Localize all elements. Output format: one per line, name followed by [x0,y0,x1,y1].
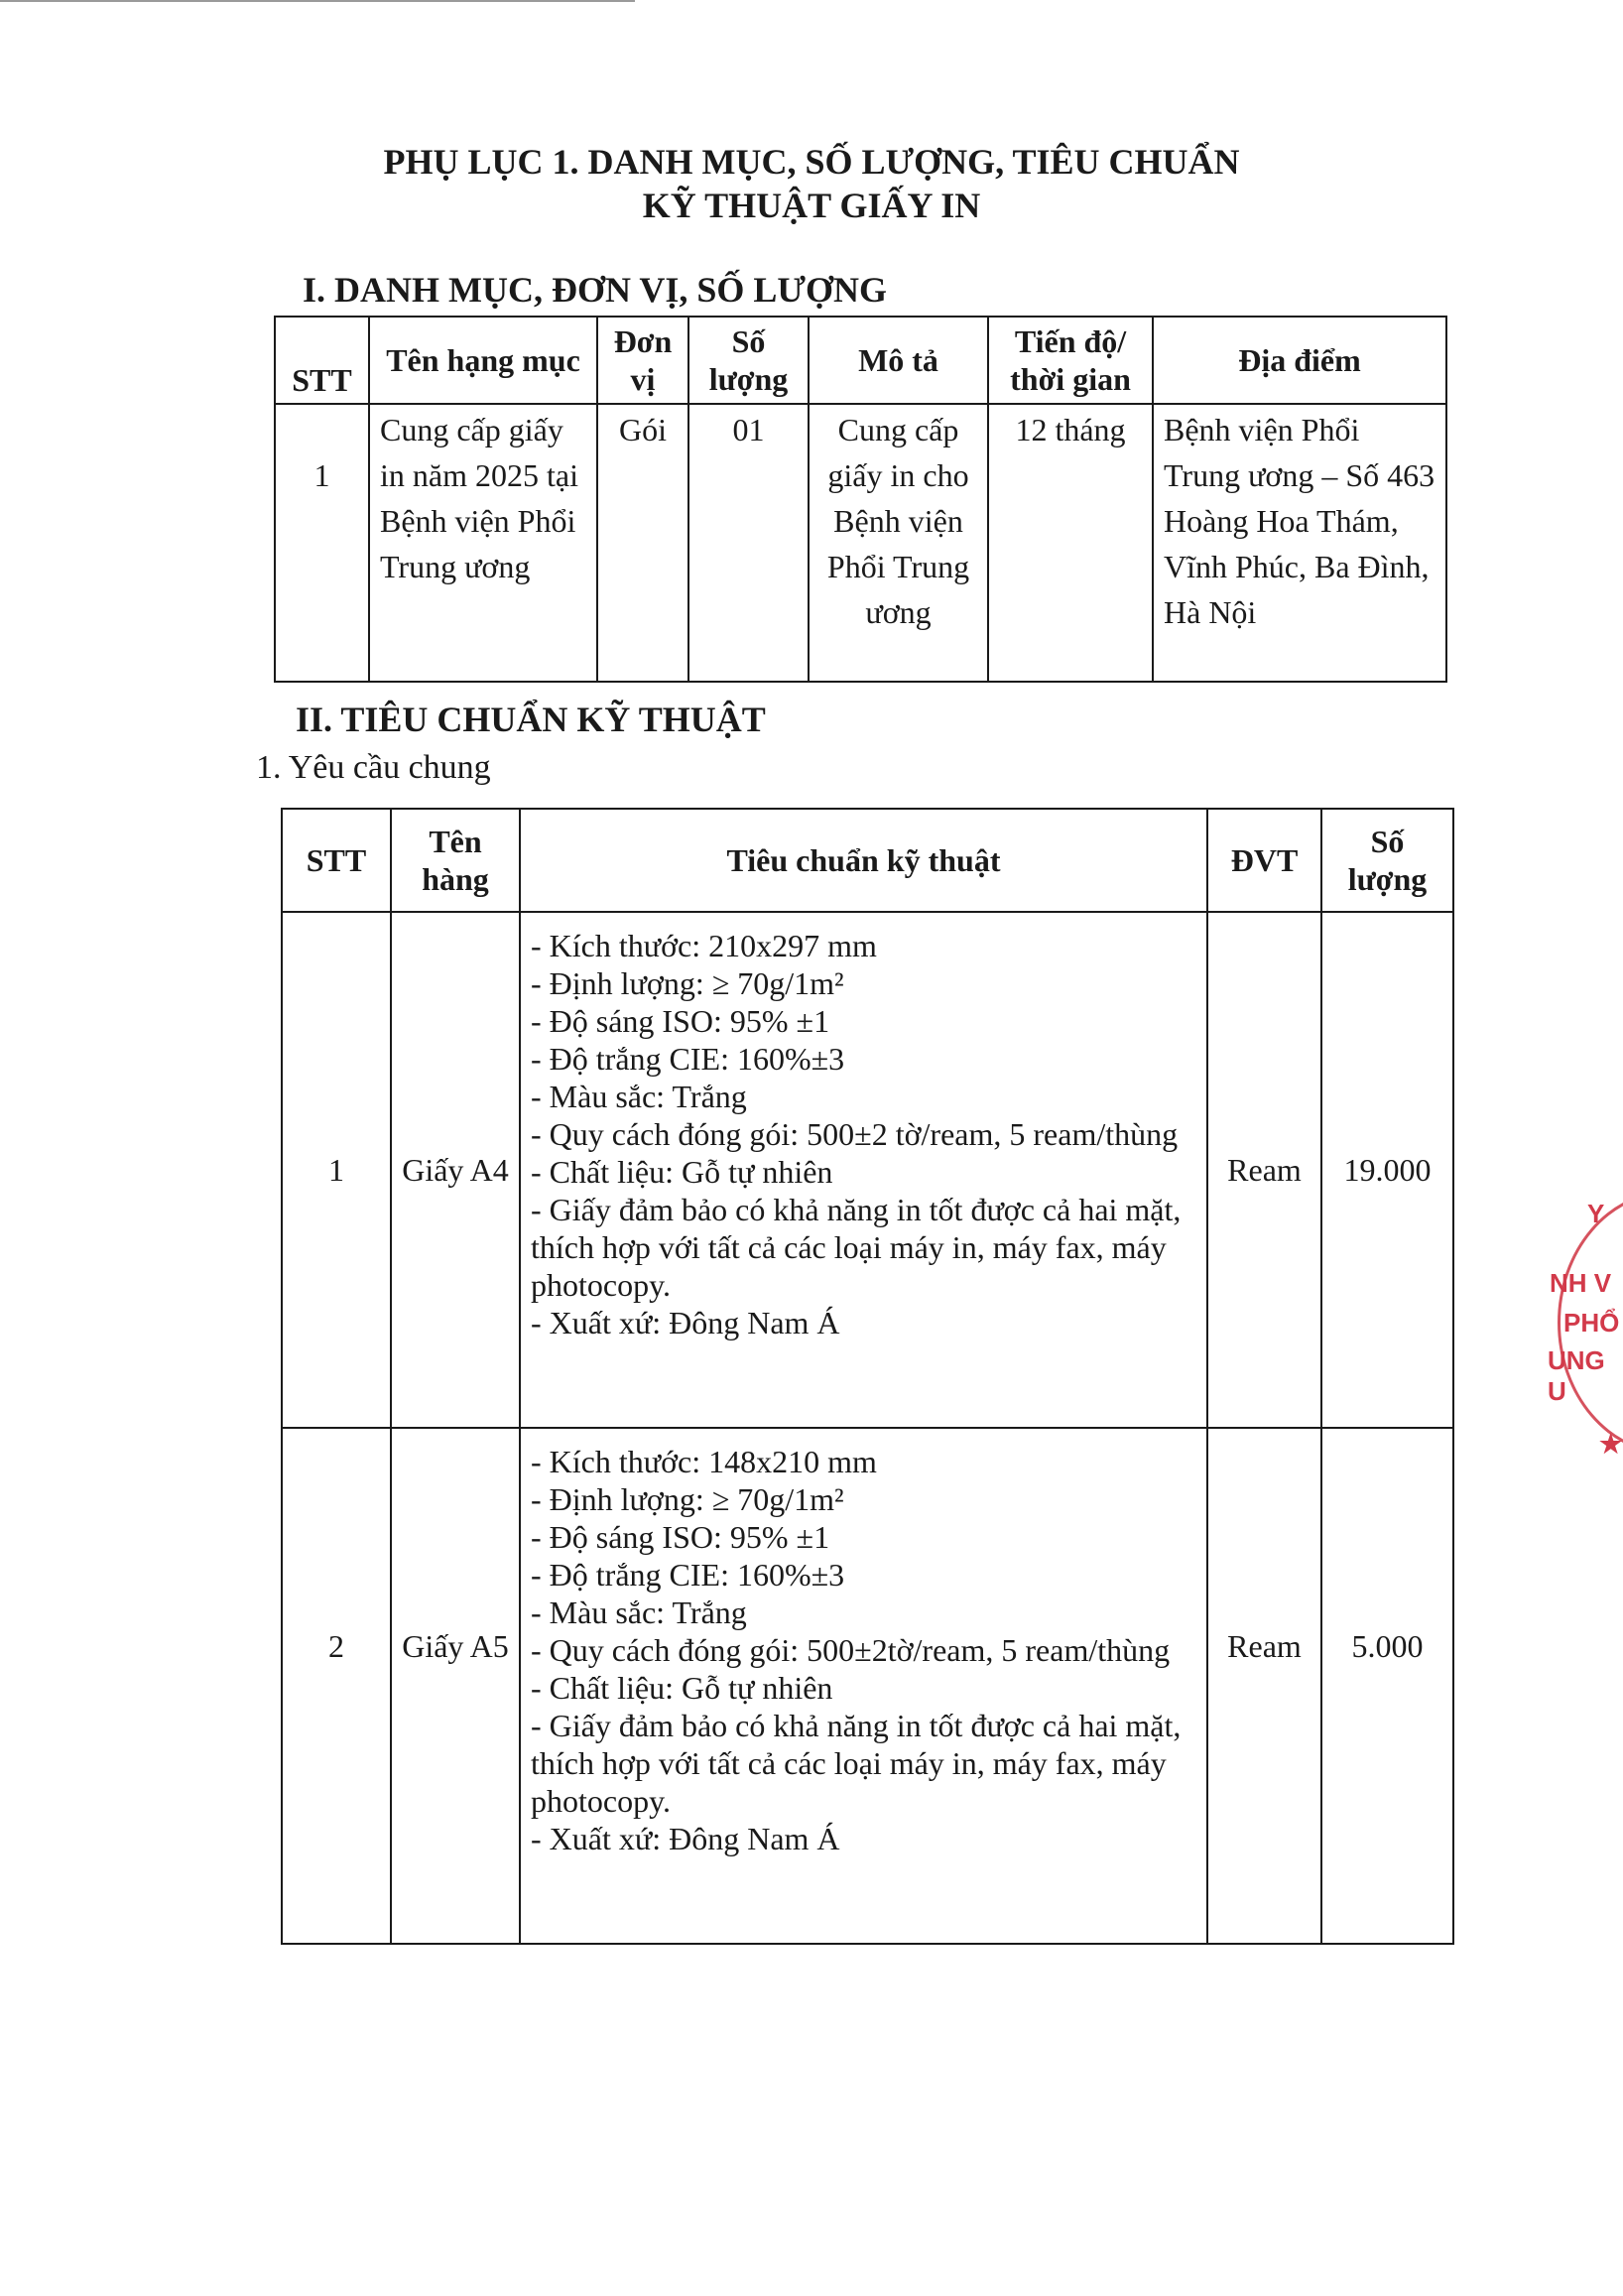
header-location: Địa điểm [1153,317,1446,404]
cell-stt: 1 [282,912,391,1428]
spec-line: - Định lượng: ≥ 70g/1m² [531,1481,844,1517]
spec-line: - Độ sáng ISO: 95% ±1 [531,1003,830,1039]
cell-product-name: Giấy A4 [391,912,520,1428]
header-unit: Đơn vị [597,317,688,404]
cell-unit: Ream [1207,912,1321,1428]
cell-product-name: Giấy A5 [391,1428,520,1944]
spec-line: - Định lượng: ≥ 70g/1m² [531,965,844,1001]
header-stt: STT [282,809,391,912]
page-title-line-2: KỸ THUẬT GIẤY IN [642,186,981,225]
header-stt: STT [275,317,369,404]
cell-description: Cung cấp giấy in cho Bệnh viện Phổi Trung ương [809,404,988,682]
cell-unit: Gói [597,404,688,682]
header-schedule: Tiến độ/ thời gian [988,317,1153,404]
spec-table-header [282,809,1453,912]
cell-specs [520,1428,1207,1944]
seal-text: UNG U [1548,1345,1605,1406]
section-1-heading: I. DANH MỤC, ĐƠN VỊ, SỐ LƯỢNG [303,270,888,310]
page-title-line-1: PHỤ LỤC 1. DANH MỤC, SỐ LƯỢNG, TIÊU CHUẨN [383,142,1240,182]
header-quantity: Số lượng [1321,809,1453,912]
cell-location: Bệnh viện Phổi Trung ương – Số 463 Hoàng Hoa Thám, Vĩnh Phúc, Ba Đình, Hà Nội [1153,404,1446,682]
seal-star-icon: ★ [1599,1429,1623,1459]
spec-line: - Xuất xứ: Đông Nam Á [531,1821,840,1856]
cell-quantity: 19.000 [1321,912,1453,1428]
list-table-header [275,317,1446,404]
seal-text: Y [1587,1199,1605,1228]
header-quantity: Số lượng [688,317,809,404]
spec-line: - Độ sáng ISO: 95% ±1 [531,1519,830,1555]
spec-line: - Màu sắc: Trắng [531,1079,747,1114]
cell-quantity: 01 [688,404,809,682]
spec-line: - Độ trắng CIE: 160%±3 [531,1041,845,1077]
seal-text: NH V [1550,1268,1612,1298]
scan-edge-line [0,0,635,2]
spec-line: - Quy cách đóng gói: 500±2tờ/ream, 5 ream/thùng [531,1632,1171,1668]
spec-line: - Giấy đảm bảo có khả năng in tốt được cả hai mặt, thích hợp với tất cả các loại máy in, máy fax, máy photocopy. [531,1708,1182,1819]
cell-schedule: 12 tháng [988,404,1153,682]
header-unit: ĐVT [1207,809,1321,912]
spec-line: - Kích thước: 148x210 mm [531,1444,877,1479]
subsection-heading: 1. Yêu cầu chung [256,749,491,786]
header-product-name: Tên hàng [391,809,520,912]
cell-stt: 2 [282,1428,391,1944]
table-row [282,912,1453,1428]
red-seal-stamp [1528,1161,1623,1488]
spec-line: - Kích thước: 210x297 mm [531,928,877,963]
header-item-name: Tên hạng mục [369,317,597,404]
spec-line: - Quy cách đóng gói: 500±2 tờ/ream, 5 ream/thùng [531,1116,1179,1152]
cell-specs [520,912,1207,1428]
header-technical-standard: Tiêu chuẩn kỹ thuật [520,809,1207,912]
section-2-heading: II. TIÊU CHUẨN KỸ THUẬT [296,700,766,739]
table-row [275,404,1446,682]
cell-quantity: 5.000 [1321,1428,1453,1944]
list-table [274,316,1447,683]
spec-line: - Xuất xứ: Đông Nam Á [531,1305,840,1340]
spec-line: - Độ trắng CIE: 160%±3 [531,1557,845,1593]
cell-unit: Ream [1207,1428,1321,1944]
spec-line: - Chất liệu: Gỗ tự nhiên [531,1154,833,1190]
cell-stt: 1 [275,404,369,682]
spec-table [281,808,1454,1945]
spec-line: - Màu sắc: Trắng [531,1594,747,1630]
table-row [282,1428,1453,1944]
spec-line: - Giấy đảm bảo có khả năng in tốt được cả hai mặt, thích hợp với tất cả các loại máy in, máy fax, máy photocopy. [531,1192,1182,1303]
cell-item-name: Cung cấp giấy in năm 2025 tại Bệnh viện Phổi Trung ương [369,404,597,682]
header-description: Mô tả [809,317,988,404]
seal-text: PHỔ [1563,1308,1620,1338]
spec-line: - Chất liệu: Gỗ tự nhiên [531,1670,833,1706]
